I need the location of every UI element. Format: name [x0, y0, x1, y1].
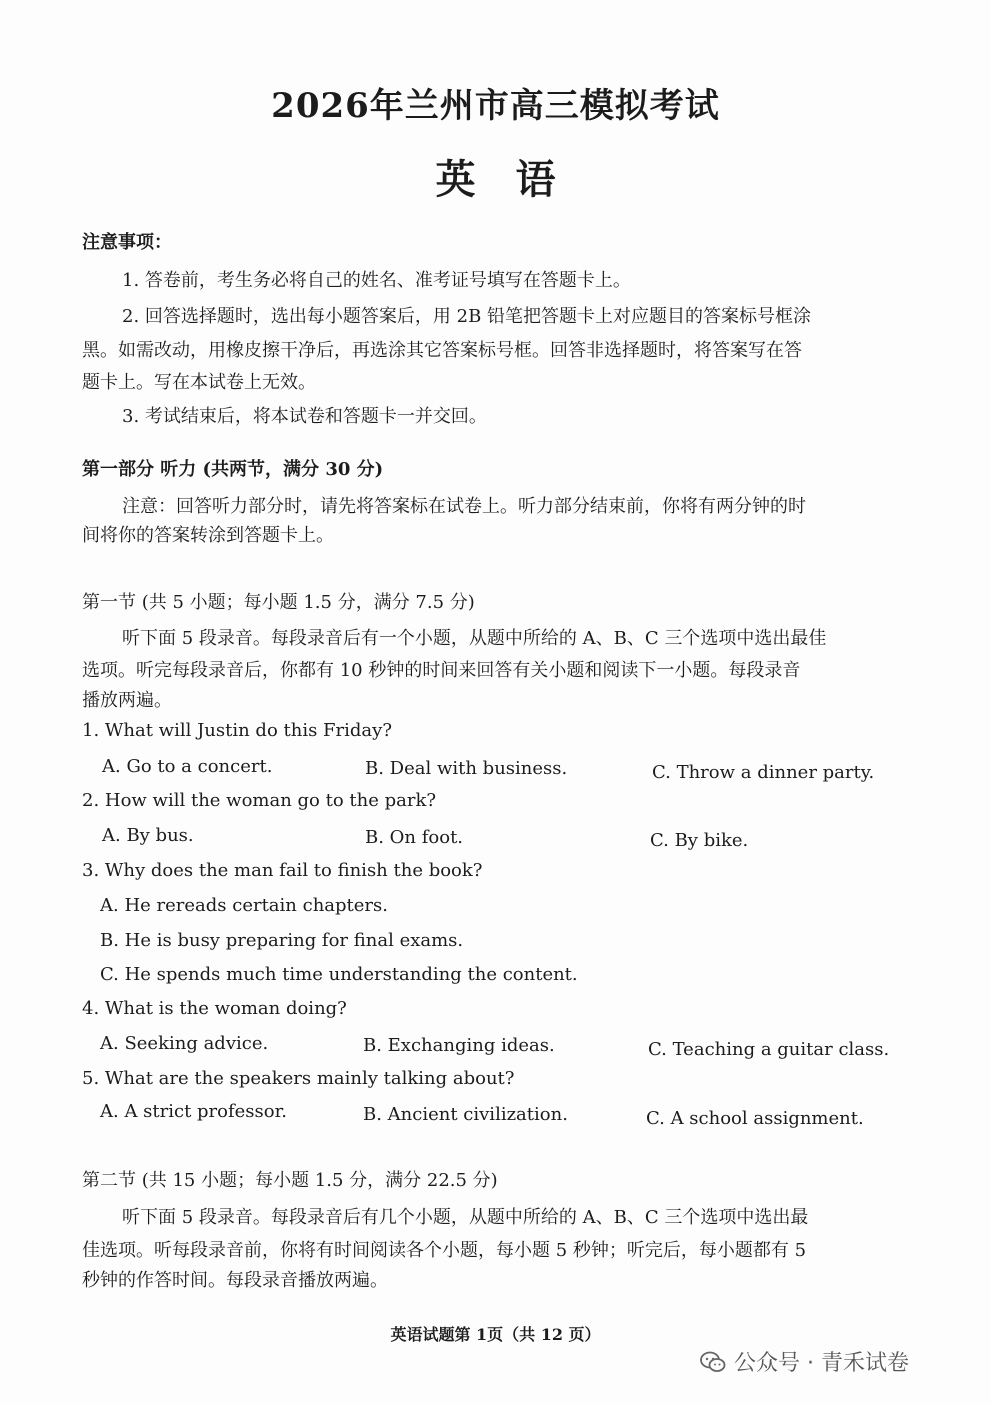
option-a: A. Go to a concert. [102, 756, 273, 777]
watermark-text: 公众号 · 青禾试卷 [734, 1351, 909, 1376]
notice-item-1: 1. 答卷前，考生务必将自己的姓名、准考证号填写在答题卡上。 [122, 270, 631, 291]
section1-instr-line-1: 听下面 5 段录音。每段录音后有一个小题，从题中所给的 A、B、C 三个选项中选出最佳 [122, 628, 827, 649]
section1-heading: 第一节 (共 5 小题；每小题 1.5 分，满分 7.5 分) [82, 592, 475, 613]
question-stem: 5. What are the speakers mainly talking about? [82, 1068, 515, 1089]
subject-title: 英语 [435, 156, 596, 203]
part1-heading: 第一部分 听力 (共两节，满分 30 分) [82, 459, 384, 480]
section1-instr-line-2: 选项。听完每段录音后，你都有 10 秒钟的时间来回答有关小题和阅读下一小题。每段录音 [82, 660, 801, 681]
option-c: C. Teaching a guitar class. [648, 1039, 890, 1060]
option-c: C. By bike. [650, 830, 749, 851]
option-a: A. Seeking advice. [100, 1033, 269, 1054]
option-b: B. Ancient civilization. [363, 1104, 568, 1125]
notice-item-2-line-3: 题卡上。写在本试卷上无效。 [82, 372, 316, 393]
exam-title: 2026年兰州市高三模拟考试 [271, 86, 720, 126]
option-b: B. On foot. [365, 827, 464, 848]
option-b: B. Deal with business. [365, 758, 568, 779]
notice-heading: 注意事项： [82, 232, 172, 253]
notice-item-3: 3. 考试结束后，将本试卷和答题卡一并交回。 [122, 406, 487, 427]
option-a: A. A strict professor. [100, 1101, 287, 1122]
watermark [700, 1346, 909, 1377]
question-stem: 2. How will the woman go to the park? [82, 790, 437, 811]
option-a: A. He rereads certain chapters. [100, 895, 388, 916]
section2-instr-line-2: 佳选项。听每段录音前，你将有时间阅读各个小题，每小题 5 秒钟；听完后，每小题都有 5 [82, 1240, 807, 1261]
option-b: B. He is busy preparing for final exams. [100, 930, 464, 951]
wechat-icon [700, 1351, 726, 1373]
option-b: B. Exchanging ideas. [363, 1035, 555, 1056]
option-c: C. A school assignment. [646, 1108, 864, 1129]
section2-instr-line-1: 听下面 5 段录音。每段录音后有几个小题，从题中所给的 A、B、C 三个选项中选出最 [122, 1207, 809, 1228]
section2-heading: 第二节 (共 15 小题；每小题 1.5 分，满分 22.5 分) [82, 1170, 498, 1191]
option-a: A. By bus. [102, 825, 194, 846]
part1-note-line-2: 间将你的答案转涂到答题卡上。 [82, 525, 334, 546]
option-c: C. He spends much time understanding the content. [100, 964, 578, 985]
section1-instr-line-3: 播放两遍。 [82, 690, 172, 711]
page-footer: 英语试题第 1页（共 12 页） [390, 1325, 601, 1344]
notice-item-2-line-2: 黑。如需改动，用橡皮擦干净后，再选涂其它答案标号框。回答非选择题时，将答案写在答 [82, 340, 802, 361]
question-stem: 4. What is the woman doing? [82, 998, 347, 1019]
notice-item-2-line-1: 2. 回答选择题时，选出每小题答案后，用 2B 铅笔把答题卡上对应题目的答案标号框涂 [122, 306, 812, 327]
section2-instr-line-3: 秒钟的作答时间。每段录音播放两遍。 [82, 1270, 388, 1291]
part1-note-line-1: 注意：回答听力部分时，请先将答案标在试卷上。听力部分结束前，你将有两分钟的时 [122, 496, 806, 517]
option-c: C. Throw a dinner party. [652, 762, 875, 783]
question-stem: 1. What will Justin do this Friday? [82, 720, 392, 741]
question-stem: 3. Why does the man fail to finish the book? [82, 860, 483, 881]
